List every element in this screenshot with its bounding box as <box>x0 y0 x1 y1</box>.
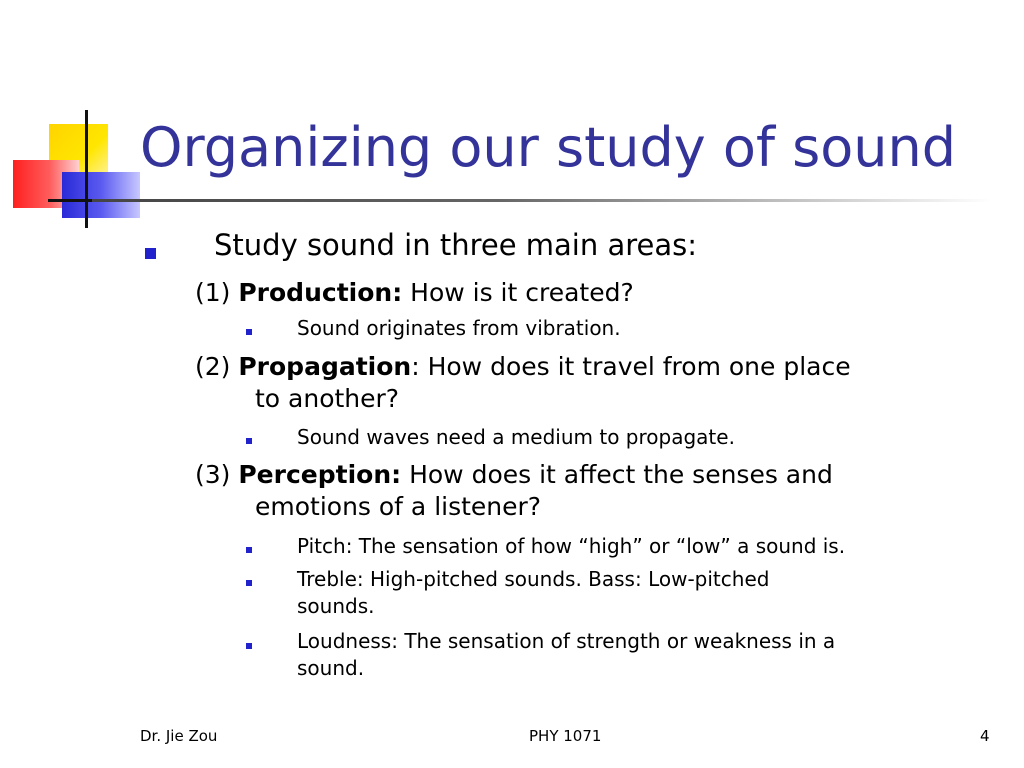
area-question: How does it affect the senses and <box>401 460 833 489</box>
square-bullet-icon <box>246 329 252 335</box>
square-bullet-icon <box>246 580 252 586</box>
square-bullet-icon <box>246 643 252 649</box>
area-number: (2) <box>195 352 239 381</box>
area-question-continued: emotions of a listener? <box>255 492 542 521</box>
footer-course: PHY 1071 <box>529 727 602 745</box>
sub-point-text: Loudness: The sensation of strength or weakness in a <box>297 629 836 653</box>
sub-point-text: Sound waves need a medium to propagate. <box>297 425 735 449</box>
area-question: How is it created? <box>402 278 634 307</box>
square-bullet-icon <box>145 248 156 259</box>
sub-point-text-continued: sounds. <box>297 594 375 618</box>
area-perception <box>195 459 833 490</box>
sub-point-text: Treble: High-pitched sounds. Bass: Low-pitched <box>297 567 770 591</box>
area-number: (1) <box>195 278 239 307</box>
area-term: Propagation <box>238 352 412 381</box>
sub-point-text: Pitch: The sensation of how “high” or “low” a sound is. <box>297 534 846 558</box>
footer-page-number: 4 <box>980 727 990 745</box>
footer-author: Dr. Jie Zou <box>140 727 218 745</box>
square-bullet-icon <box>246 438 252 444</box>
title-underline <box>92 199 992 202</box>
sub-point-text: Sound originates from vibration. <box>297 316 621 340</box>
area-propagation <box>195 351 851 382</box>
area-term: Perception: <box>238 460 402 489</box>
area-term: Production: <box>238 278 403 307</box>
square-bullet-icon <box>246 547 252 553</box>
slide-logo-decoration <box>0 0 150 240</box>
sub-point-text-continued: sound. <box>297 656 365 680</box>
area-question-continued: to another? <box>255 384 400 413</box>
vertical-line-decoration <box>85 110 88 228</box>
main-bullet-text: Study sound in three main areas: <box>214 228 698 262</box>
area-production <box>195 277 634 308</box>
area-number: (3) <box>195 460 239 489</box>
slide-title: Organizing our study of sound <box>140 116 957 179</box>
area-question: : How does it travel from one place <box>411 352 851 381</box>
blue-square-decoration <box>62 172 140 218</box>
